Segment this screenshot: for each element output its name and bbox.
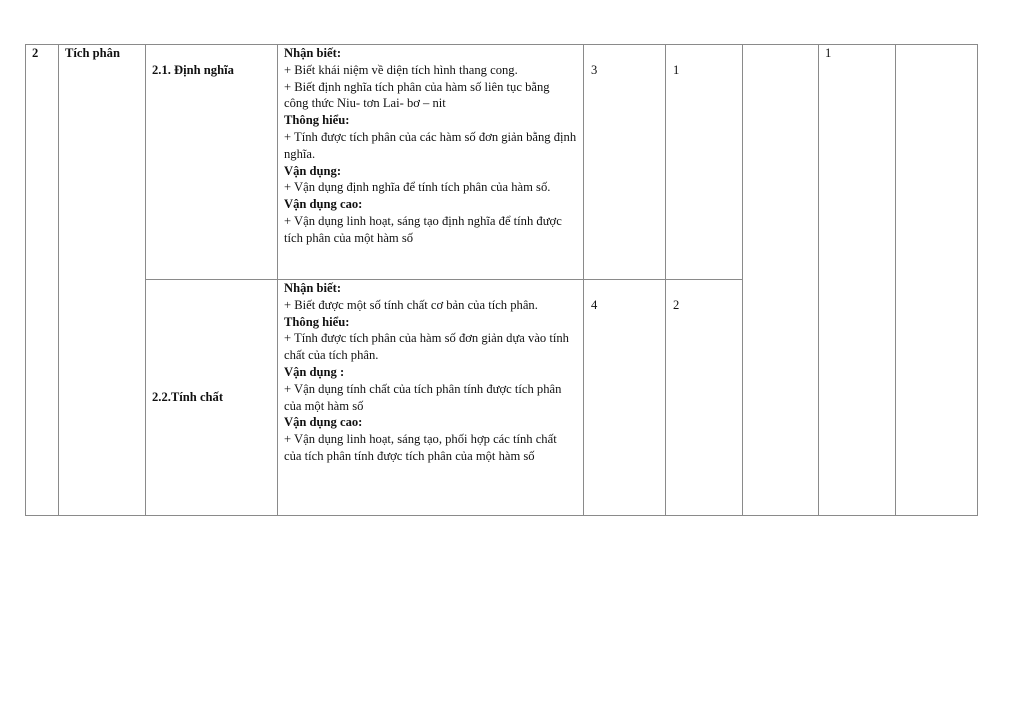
level-label: Vận dụng cao: [284, 415, 363, 430]
level-text: + Tính được tích phân của các hàm số đơn giản bằng định nghĩa. [284, 129, 577, 161]
count-cell-a [584, 45, 666, 280]
count-value: 2 [673, 298, 680, 312]
row-number: 2 [26, 45, 59, 516]
count-cell-b [666, 45, 743, 280]
level-label: Nhận biết: [284, 281, 342, 295]
level-label: Vận dụng : [284, 364, 345, 379]
empty-cell [896, 45, 978, 516]
level-label: Vận dụng cao: [284, 197, 363, 212]
level-label: Thông hiểu: [284, 314, 350, 329]
subtopic-cell [146, 280, 278, 516]
level-text: + Biết định nghĩa tích phân của hàm số liên tục bằng công thức Niu- tơn Lai- bơ – nit [284, 79, 550, 111]
level-text: + Vận dụng linh hoạt, sáng tạo, phối hợp các tính chất của tích phân tính được tích phân của một hàm số [284, 432, 557, 463]
level-text: + Biết được một số tính chất cơ bản của tích phân. [284, 297, 538, 312]
level-label: Thông hiểu: [284, 113, 350, 128]
level-text: + Vận dụng định nghĩa để tính tích phân của hàm số. [284, 180, 551, 195]
subtopic-cell [146, 45, 278, 280]
count-cell-b [666, 280, 743, 516]
topic-cell: Tích phân [59, 45, 146, 516]
level-text: + Biết khái niệm về diện tích hình thang cong. [284, 62, 518, 77]
knowledge-matrix-table [25, 44, 978, 516]
subtopic-title: 2.1. Định nghĩa [152, 63, 234, 77]
level-text: + Vận dụng linh hoạt, sáng tạo định nghĩa để tính được tích phân của một hàm số [284, 213, 562, 245]
level-text: + Vận dụng tính chất của tích phân tính được tích phân của một hàm số [284, 381, 562, 413]
description-cell [278, 45, 584, 280]
level-label: Nhận biết: [284, 46, 342, 60]
count-cell-a [584, 280, 666, 516]
level-text: + Tính được tích phân của hàm số đơn giản dựa vào tính chất của tích phân. [284, 331, 569, 363]
subtopic-title: 2.2.Tính chất [152, 390, 224, 405]
count-value: 4 [591, 298, 598, 312]
count-value: 1 [673, 63, 680, 77]
description-cell [278, 280, 584, 516]
level-label: Vận dụng: [284, 163, 342, 178]
empty-cell [743, 45, 819, 516]
count-value: 3 [591, 63, 598, 77]
table-row [26, 45, 978, 280]
merged-count-cell: 1 [819, 45, 896, 516]
